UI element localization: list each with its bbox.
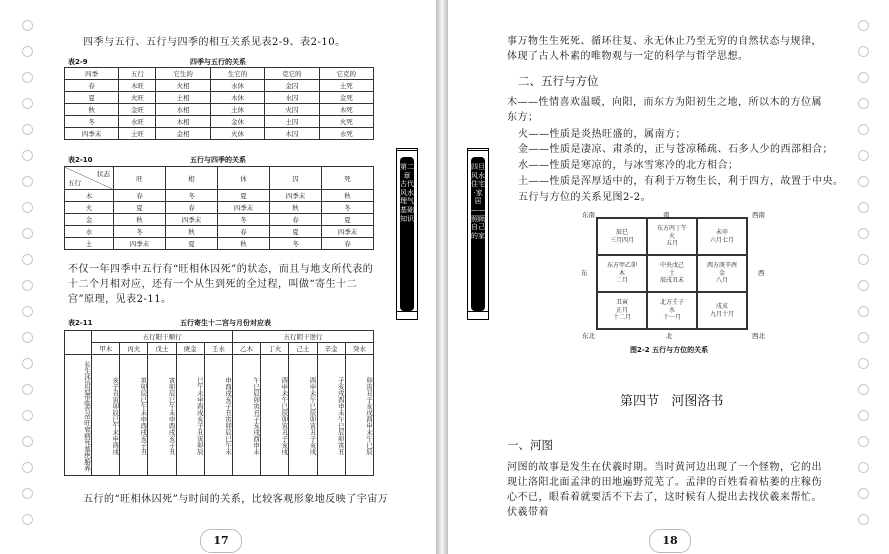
dir-southwest: 西南 [752,211,765,219]
table-2-9-cell: 金休 [210,116,264,128]
page-number-right: 18 [649,529,691,553]
cloud-ornament [22,202,33,213]
table-2-11-column: 巳午未申酉戌亥子丑寅卯辰 [176,355,204,476]
cell-center: 中央戊己 土 辰戌丑未 [647,255,697,292]
table-2-9-header: 五行 [119,68,156,80]
table-2-10-cell: 四季末 [218,202,270,214]
table-2-10-label: 表2-10 [68,156,93,164]
table-2-9-cell: 水相 [156,104,210,116]
table-2-10-header: 相 [166,167,218,190]
table-2-10-cell: 冬 [218,214,270,226]
corner-element: 五行 [68,179,81,187]
table-2-11-column: 酉申未午巳辰卯寅丑子亥戌 [289,355,317,476]
cloud-ornament [858,306,869,317]
table-2-9-header: 克它的 [265,68,319,80]
intro-text: 四季与五行、五行与四季的相互关系见表2-9、表2-10。 [83,37,346,48]
cloud-ornament [22,280,33,291]
table-2-11-title: 五行寄生十二宫与月份对应表 [180,319,271,327]
table-2-10-cell: 四季末 [322,226,374,238]
table-2-10-cell: 夏 [114,202,166,214]
table-2-11-header: 己土 [289,343,317,355]
dir-south: 南 [663,211,670,219]
table-2-9-header: 它克的 [319,68,373,80]
table-2-11-column: 亥子丑寅卯辰巳午未申酉戌 [92,355,120,476]
table-2-11-column: 申酉戌亥子丑寅卯辰巳午未 [204,355,232,476]
table-2-10-cell: 春 [166,202,218,214]
cloud-ornament [22,462,33,473]
table-2-9-title: 四季与五行的关系 [190,58,246,66]
table-2-9-cell: 水旺 [119,116,156,128]
dir-northeast: 东北 [582,332,595,340]
figure-caption: 图2-2 五行与方位的关系 [630,346,709,354]
table-2-10-corner [65,167,114,190]
table-2-9-cell: 土休 [210,104,264,116]
table-2-10-title: 五行与四季的关系 [190,156,246,164]
cloud-ornament [858,410,869,421]
dir-west: 西 [758,269,765,277]
cloud-ornament [858,358,869,369]
table-2-11-header: 壬水 [204,343,232,355]
table-2-9-cell: 秋 [65,104,119,116]
cloud-ornament [22,384,33,395]
table-2-10-cell: 四季末 [270,190,322,202]
table-2-10-header: 囚 [270,167,322,190]
paragraph-jisheng: 不仅一年四季中五行有“旺相休囚死”的状态，而且与地支所代表的十二个月相对应，还有一个从生到死的全过程，叫做“寄生十二宫”原理，见表2-11。 [68,264,374,305]
table-2-9-label: 表2-9 [68,58,88,66]
cloud-ornament [22,150,33,161]
cloud-ornament [858,176,869,187]
cloud-ornament [22,358,33,369]
table-2-9-cell: 水休 [210,80,264,92]
cell-south: 东方丙丁午 火 五月 [647,218,697,255]
corner-state: 状态 [97,170,110,178]
text-metal: 金——性质是凄凉、肃杀的，正与苍凉稀疏、石多人少的西部相合； [518,144,833,155]
table-2-11-header: 丙火 [120,343,148,355]
table-2-9-cell: 金囚 [265,80,319,92]
table-2-10-header: 死 [322,167,374,190]
table-2-10-cell: 秋 [270,202,322,214]
table-2-11-header: 庚金 [176,343,204,355]
table-2-11-header: 戊土 [148,343,176,355]
table-2-9-cell: 四季末 [65,128,119,140]
table-2-9-header: 它生的 [156,68,210,80]
table-2-11-column: 寅卯辰巳午未申酉戌亥子丑 [148,355,176,476]
cloud-ornament [858,254,869,265]
dir-north: 北 [666,332,673,340]
cloud-ornament [858,280,869,291]
table-2-11-corner [65,331,92,355]
chapter-side-tab-left [396,148,418,320]
cloud-ornament [858,332,869,343]
table-2-10-cell: 冬 [270,238,322,250]
cloud-ornament [858,98,869,109]
text-earth: 土——性质是浑厚适中的，有利于万物生长，利于四方，故置于中央。 [518,176,844,187]
table-2-10-cell: 土 [65,238,114,250]
cloud-ornament [858,20,869,31]
text-wood: 木——性情喜欢温暖，向阳，而东方为阳初生之地，所以木的方位属东方； [507,97,822,123]
cell-north: 北方壬子 水 十一月 [647,292,697,329]
table-2-10-cell: 春 [218,226,270,238]
table-2-11-header: 癸水 [345,343,373,355]
table-2-10-cell: 夏 [270,226,322,238]
cloud-ornament [22,72,33,83]
cell-northwest: 戌亥 九月十月 [697,292,747,329]
paragraph-continued-right: 事万物生生死死、循环往复、永无休止乃至无穷的自然状态与规律，体现了古人朴素的唯物观与一定的科学与哲学思想。 [507,36,822,62]
cloud-ornament [22,46,33,57]
dir-southeast: 东南 [582,211,595,219]
cloud-ornament [858,462,869,473]
table-2-9-header: 四季 [65,68,119,80]
table-2-10-cell: 夏 [218,190,270,202]
cloud-ornament [858,72,869,83]
table-2-9-cell: 土囚 [265,116,319,128]
chapter-side-tab-right [467,148,489,320]
heading-hetu: 一、河图 [507,438,553,452]
cloud-ornament [22,306,33,317]
table-2-10-cell: 火 [65,202,114,214]
table-2-10-cell: 夏 [166,238,218,250]
chapter-side-tab-right-text: 四旦风水住宅·家居——照顾自己的家 [471,163,485,240]
cloud-ornament [22,488,33,499]
table-2-11-column: 午巳辰卯寅丑子亥戌酉申未 [232,355,260,476]
table-2-9-cell: 土相 [156,92,210,104]
table-2-9-cell: 春 [65,80,119,92]
table-2-9-cell: 木死 [319,104,373,116]
dir-northwest: 西北 [752,332,765,340]
table-2-9-cell: 金死 [319,92,373,104]
cloud-ornament [858,384,869,395]
cloud-ornament [22,332,33,343]
table-2-9 [64,67,374,140]
table-2-10-cell: 春 [322,238,374,250]
cloud-ornament [858,514,869,525]
table-2-9-cell: 火旺 [119,92,156,104]
table-2-9-cell: 火囚 [265,104,319,116]
cloud-ornament [858,124,869,135]
cell-west: 西方庚辛酉 金 八月 [697,255,747,292]
table-2-9-cell: 金旺 [119,104,156,116]
table-2-11-label: 表2-11 [68,319,93,327]
cloud-ornament [22,176,33,187]
table-2-10-cell: 金 [65,214,114,226]
dir-east: 东 [581,269,588,277]
cloud-ornament [22,228,33,239]
page-number-left: 17 [200,529,242,553]
paragraph-continued: 五行的“旺相休囚死”与时间的关系，比较客观形象地反映了宇宙万 [83,494,389,505]
table-2-9-cell: 木相 [156,116,210,128]
table-2-10-cell: 四季末 [166,214,218,226]
cell-southeast: 辰巳 三月四月 [597,218,647,255]
table-2-10-cell: 秋 [114,214,166,226]
table-2-11-column: 子亥戌酉申未午巳辰卯寅丑 [317,355,345,476]
table-2-9-cell: 木旺 [119,80,156,92]
table-2-9-cell: 土死 [319,80,373,92]
table-2-10-cell: 春 [270,214,322,226]
cloud-ornament [858,150,869,161]
table-2-10 [64,166,374,250]
table-2-10-cell: 秋 [322,190,374,202]
table-2-11-stages: 长生沐浴冠带临官帝旺衰病死墓绝胎养 [65,355,92,476]
text-figure-intro: 五行与方位的关系见图2-2。 [518,192,652,203]
table-2-9-cell: 金相 [156,128,210,140]
table-2-10-header: 休 [218,167,270,190]
cloud-ornament [858,202,869,213]
book-gutter [436,0,448,554]
table-2-10-header: 旺 [114,167,166,190]
table-2-10-cell: 木 [65,190,114,202]
cloud-ornament [22,410,33,421]
table-2-10-cell: 夏 [322,214,374,226]
table-2-10-cell: 四季末 [114,238,166,250]
cloud-ornament [858,46,869,57]
table-2-9-cell: 水死 [319,128,373,140]
cloud-ornament [22,436,33,447]
table-2-9-cell: 火相 [156,80,210,92]
section-title: 第四节 河图洛书 [620,394,724,409]
table-2-10-cell: 水 [65,226,114,238]
table-2-9-cell: 冬 [65,116,119,128]
fangwei-figure [596,217,748,330]
table-2-11-group-yin: 五行阴干逆行 [232,331,373,343]
table-2-9-cell: 火死 [319,116,373,128]
table-2-9-cell: 木囚 [265,128,319,140]
cloud-ornament [858,488,869,499]
cloud-ornament [22,98,33,109]
table-2-11 [64,330,374,476]
table-2-10-cell: 冬 [322,202,374,214]
heading-wuxing-fangwei: 二、五行与方位 [518,74,599,88]
table-2-9-cell: 夏 [65,92,119,104]
cell-northeast: 丑寅 正月 十二月 [597,292,647,329]
table-2-10-cell: 秋 [166,226,218,238]
cloud-ornament [858,228,869,239]
table-2-11-header: 甲木 [92,343,120,355]
table-2-10-cell: 冬 [166,190,218,202]
table-2-11-column: 寅卯辰巳午未申酉戌亥子丑 [120,355,148,476]
table-2-11-group-yang: 五行阳干顺行 [92,331,233,343]
cloud-ornament [22,124,33,135]
cloud-ornament [22,514,33,525]
cloud-ornament [858,436,869,447]
cell-southwest: 未申 六月七月 [697,218,747,255]
table-2-11-column: 酉申未午巳辰卯寅丑子亥戌 [261,355,289,476]
table-2-9-cell: 木休 [210,92,264,104]
cell-east: 东方甲乙卯 木 二月 [597,255,647,292]
table-2-9-cell: 火休 [210,128,264,140]
table-2-10-cell: 冬 [114,226,166,238]
table-2-9-cell: 水囚 [265,92,319,104]
cloud-ornament [22,254,33,265]
text-water: 水——性质是寒凉的，与冰雪寒冷的北方相合； [518,160,739,171]
table-2-11-header: 乙木 [232,343,260,355]
table-2-9-cell: 土旺 [119,128,156,140]
table-2-11-header: 丁火 [261,343,289,355]
table-2-10-cell: 秋 [218,238,270,250]
text-fire: 火——性质是炎热旺盛的，属南方； [518,129,686,140]
table-2-9-header: 生它的 [210,68,264,80]
paragraph-hetu: 河图的故事是发生在伏羲时期。当时黄河边出现了一个怪物，它的出现让洛阳北面孟津的田地遍野荒芜了。孟津的百姓看着枯萎的庄稼伤心不已，眼看着就要活不下去了，这时候有人提出去找伏羲来帮忙。伏羲带着 [507,462,822,518]
chapter-side-tab-left-text: 第二章 古代风水理气基础知识 [400,163,414,223]
table-2-11-column: 卯寅丑子亥戌酉申未午巳辰 [345,355,373,476]
table-2-11-header: 辛金 [317,343,345,355]
cloud-ornament [22,20,33,31]
table-2-10-cell: 春 [114,190,166,202]
